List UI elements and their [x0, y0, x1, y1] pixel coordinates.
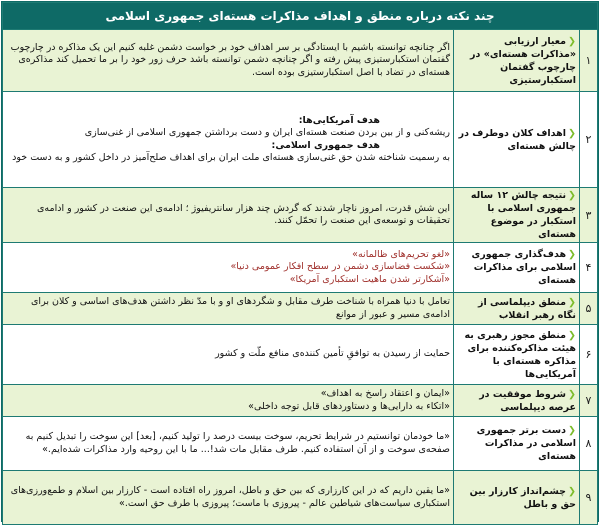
table-header-row	[3, 3, 598, 30]
row-number: ۹	[580, 471, 598, 525]
table-row	[3, 293, 598, 325]
row-topic: ❮دست برتر جمهوری اسلامی در مذاکرات هسته‌ای	[454, 417, 580, 471]
subtext-us: ریشه‌کنی و از بین بردن صنعت هسته‌ای ایران و دست برداشتن جمهوری اسلامی از غنی‌سازی	[84, 127, 450, 138]
row-number: ۵	[580, 293, 598, 325]
row-topic: ❮منطق دیپلماسی از نگاه رهبر انقلاب	[454, 293, 580, 325]
row-description: «ما یقین داریم که در این کارزاری که بین حق و باطل، امروز راه افتاده است - کارزار بین اسلام و طمع‌ورزی‌های استکباری سیاست‌های شیاطین عالم - پیروزی با ماست؛ پیروزی با طرف حق است.»	[3, 471, 454, 525]
chevron-icon: ❮	[568, 35, 576, 47]
row-description: این شش قدرت، امروز ناچار شدند که گردش چند هزار سانتریفیوژ ؛ ادامه‌ی این صنعت در کشور و ادامه‌ی تحقیقات و توسعه‌ی این صنعت را تحمّل کنند.	[3, 188, 454, 243]
table-row	[3, 188, 598, 243]
condition-item: «اتکاء به دارایی‌ها و دستاوردهای قابل توجه داخلی»	[248, 400, 450, 412]
table-row	[3, 243, 598, 293]
table-row	[3, 385, 598, 417]
subtext-iran: به رسمیت شناخته شدن حق غنی‌سازی هسته‌ای ملت ایران برای اهداف صلح‌آمیز در داخل کشور و به دست خود	[12, 152, 450, 163]
row-number: ۴	[580, 243, 598, 293]
table-row	[3, 325, 598, 385]
subheading-us: هدف آمریکایی‌ها:	[298, 114, 380, 126]
row-topic: ❮چشم‌انداز کارزار بین حق و باطل	[454, 471, 580, 525]
row-topic: ❮اهداف کلان دوطرف در چالش هسته‌ای	[454, 92, 580, 188]
goal-item: «آشکارتر شدن ماهیت استکباری آمریکا»	[289, 273, 450, 285]
row-description: حمایت از رسیدن به توافقِ تأمین کننده‌ی منافع ملّت و کشور	[3, 325, 454, 385]
row-description: تعامل با دنیا همراه با شناخت طرف مقابل و شگردهای او و با مدّ نظر داشتن هدف‌های اساسی و کلان برای ادامه‌ی مسیر و عبور از موانع	[3, 293, 454, 325]
row-number: ۱	[580, 30, 598, 92]
table-row	[3, 417, 598, 471]
chevron-icon: ❮	[568, 485, 576, 497]
row-topic: ❮هدف‌گذاری جمهوری اسلامی برای مذاکرات هسته‌ای	[454, 243, 580, 293]
row-topic: ❮معیار ارزیابی «مذاکرات هسته‌ای» در چارچوب گفتمان استکبارستیزی	[454, 30, 580, 92]
chevron-icon: ❮	[568, 190, 576, 201]
row-description	[3, 385, 454, 417]
goal-item: «شکست فضاسازی دشمن در سطح افکار عمومی دنیا»	[230, 261, 450, 273]
summary-table	[2, 2, 598, 525]
chevron-icon: ❮	[568, 249, 576, 260]
chevron-icon: ❮	[568, 388, 576, 400]
goal-item: «لغو تحریم‌های ظالمانه»	[352, 248, 450, 260]
table-title: چند نکته درباره منطق و اهداف مذاکرات هسته‌ای جمهوری اسلامی	[3, 3, 598, 30]
row-number: ۶	[580, 325, 598, 385]
row-number: ۷	[580, 385, 598, 417]
row-number: ۲	[580, 92, 598, 188]
table-row	[3, 92, 598, 188]
table-container	[1, 1, 599, 522]
row-description	[3, 92, 454, 188]
table-row	[3, 471, 598, 525]
chevron-icon: ❮	[568, 127, 576, 139]
row-description: «ما خودمان توانستیم در شرایط تحریم، سوخت بیست درصد را تولید کنیم، [بعد] این سوخت را تبدیل کنیم به صفحه‌ی سوخت و از آن استفاده کنیم. طرف مقابل مات شد!... ما با این روحیه وارد مذاکرات شده‌ایم.»	[3, 417, 454, 471]
chevron-icon: ❮	[568, 425, 576, 436]
subheading-iran: هدف جمهوری اسلامی:	[271, 139, 380, 151]
chevron-icon: ❮	[568, 296, 576, 308]
row-topic: ❮نتیجه چالش ۱۲ ساله جمهوری اسلامی با استکبار در موضوع هسته‌ای	[454, 188, 580, 243]
row-number: ۳	[580, 188, 598, 243]
table-row	[3, 30, 598, 92]
row-number: ۸	[580, 417, 598, 471]
chevron-icon: ❮	[568, 329, 576, 341]
row-description: اگر چنانچه توانسته باشیم با ایستادگی بر سر اهداف خود بر خواست دشمن غلبه کنیم این یک مذاکره در چارچوب گفتمان استکبارستیزی پیش رفته و اگر چنانچه دشمن توانسته باشد حرف زور خود را بر ما تحمیل کند مذاکره‌ی هسته‌ای در تضاد با اصل استکبارستیزی بوده است.	[3, 30, 454, 92]
row-description	[3, 243, 454, 293]
condition-item: «ایمان و اعتقاد راسخ به اهداف»	[320, 388, 450, 399]
row-topic: ❮شروط موفقیت در عرصه دیپلماسی	[454, 385, 580, 417]
row-topic: ❮منطق مجوز رهبری به هیئت مذاکره‌کننده برای مذاکره هسته‌ای با آمریکایی‌ها	[454, 325, 580, 385]
